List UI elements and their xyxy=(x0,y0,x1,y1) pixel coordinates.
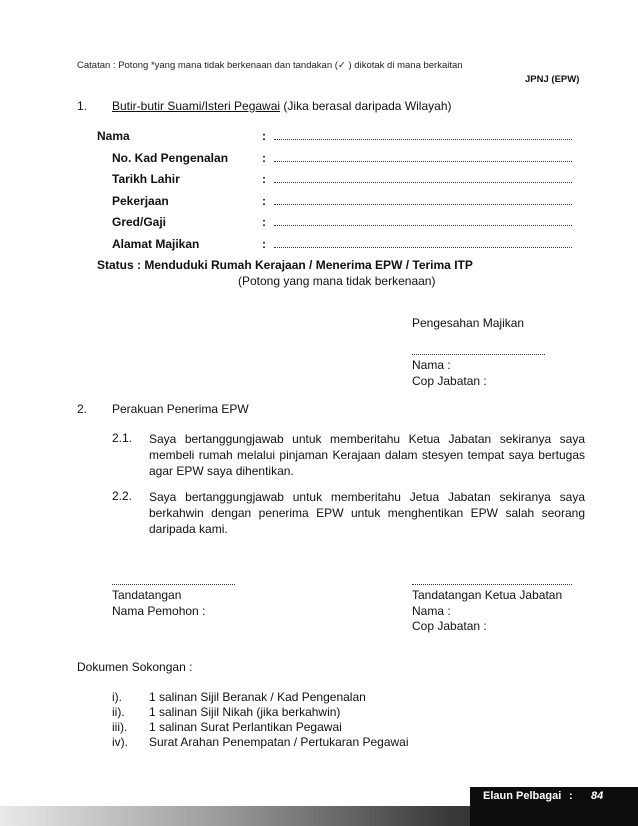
declaration-item-text: Saya bertanggungjawab untuk memberitahu Jetua Jabatan sekiranya saya berkahwin dengan penerima EPW untuk menghentikan EPW salah seorang daripada kami. xyxy=(149,490,585,536)
document-item-text: 1 salinan Sijil Beranak / Kad Pengenalan xyxy=(149,690,366,704)
field-colon: : xyxy=(262,129,266,143)
field-label-grade: Gred/Gaji xyxy=(112,215,167,229)
field-input-ic[interactable] xyxy=(274,161,572,162)
page-number: 84 xyxy=(591,790,604,802)
document-item-text: Surat Arahan Penempatan / Pertukaran Pegawai xyxy=(149,735,409,749)
section1-title-underlined: Butir-butir Suami/Isteri Pegawai xyxy=(112,99,281,113)
document-item-text: 1 salinan Surat Perlantikan Pegawai xyxy=(149,720,342,734)
footer-label: Elaun Pelbagai xyxy=(483,790,562,802)
document-item-number: i). xyxy=(112,690,122,704)
field-input-grade[interactable] xyxy=(274,225,572,226)
section1-title xyxy=(112,99,452,113)
field-input-dob[interactable] xyxy=(274,182,572,183)
field-label-occupation: Pekerjaan xyxy=(112,194,169,208)
field-input-employer-address[interactable] xyxy=(274,247,572,248)
field-colon: : xyxy=(262,172,266,186)
head-stamp-label: Cop Jabatan : xyxy=(412,619,487,633)
applicant-signature-label: Tandatangan xyxy=(112,588,182,602)
field-colon: : xyxy=(262,237,266,251)
field-label-nama: Nama xyxy=(97,129,130,143)
document-item-number: iv). xyxy=(112,735,128,749)
document-item-number: ii). xyxy=(112,705,125,719)
field-label-dob: Tarikh Lahir xyxy=(112,172,180,186)
field-label-employer-address: Alamat Majikan xyxy=(112,237,200,251)
field-input-nama[interactable] xyxy=(274,139,572,140)
declaration-item-number: 2.2. xyxy=(112,489,133,503)
employer-signature-line[interactable] xyxy=(412,354,545,355)
head-signature-label: Tandatangan Ketua Jabatan xyxy=(412,588,563,602)
field-colon: : xyxy=(262,215,266,229)
header-note: Catatan : Potong *yang mana tidak berkenaan dan tandakan (✓ ) dikotak di mana berkaitan xyxy=(77,60,463,71)
declaration-item-number: 2.1. xyxy=(112,431,133,445)
documents-title: Dokumen Sokongan : xyxy=(77,660,193,674)
field-colon: : xyxy=(262,151,266,165)
head-name-label: Nama : xyxy=(412,604,451,618)
document-item-text: 1 salinan Sijil Nikah (jika berkahwin) xyxy=(149,705,341,719)
status-note: (Potong yang mana tidak berkenaan) xyxy=(238,274,436,288)
declaration-item-text: Saya bertanggungjawab untuk memberitahu Ketua Jabatan sekiranya saya membeli rumah melalui pinjaman Kerajaan dalam stesyen tempat saya bertugas agar EPW saya dihentikan. xyxy=(149,432,585,478)
footer-colon: : xyxy=(569,790,573,802)
employer-name-label: Nama : xyxy=(412,358,451,372)
applicant-name-label: Nama Pemohon : xyxy=(112,604,206,618)
field-colon: : xyxy=(262,194,266,208)
section1-title-rest: (Jika berasal daripada Wilayah) xyxy=(280,99,452,113)
employer-verification-title: Pengesahan Majikan xyxy=(412,316,525,330)
field-label-ic: No. Kad Pengenalan xyxy=(112,151,229,165)
field-input-occupation[interactable] xyxy=(274,204,572,205)
section2-title: Perakuan Penerima EPW xyxy=(112,402,249,416)
form-reference: JPNJ (EPW) xyxy=(525,74,580,85)
employer-stamp-label: Cop Jabatan : xyxy=(412,374,487,388)
status-line: Status : Menduduki Rumah Kerajaan / Menerima EPW / Terima ITP xyxy=(97,258,473,272)
document-item-number: iii). xyxy=(112,720,128,734)
section2-number: 2. xyxy=(77,402,88,416)
section1-number: 1. xyxy=(77,99,88,113)
head-signature-line[interactable] xyxy=(412,584,572,585)
applicant-signature-line[interactable] xyxy=(112,584,235,585)
